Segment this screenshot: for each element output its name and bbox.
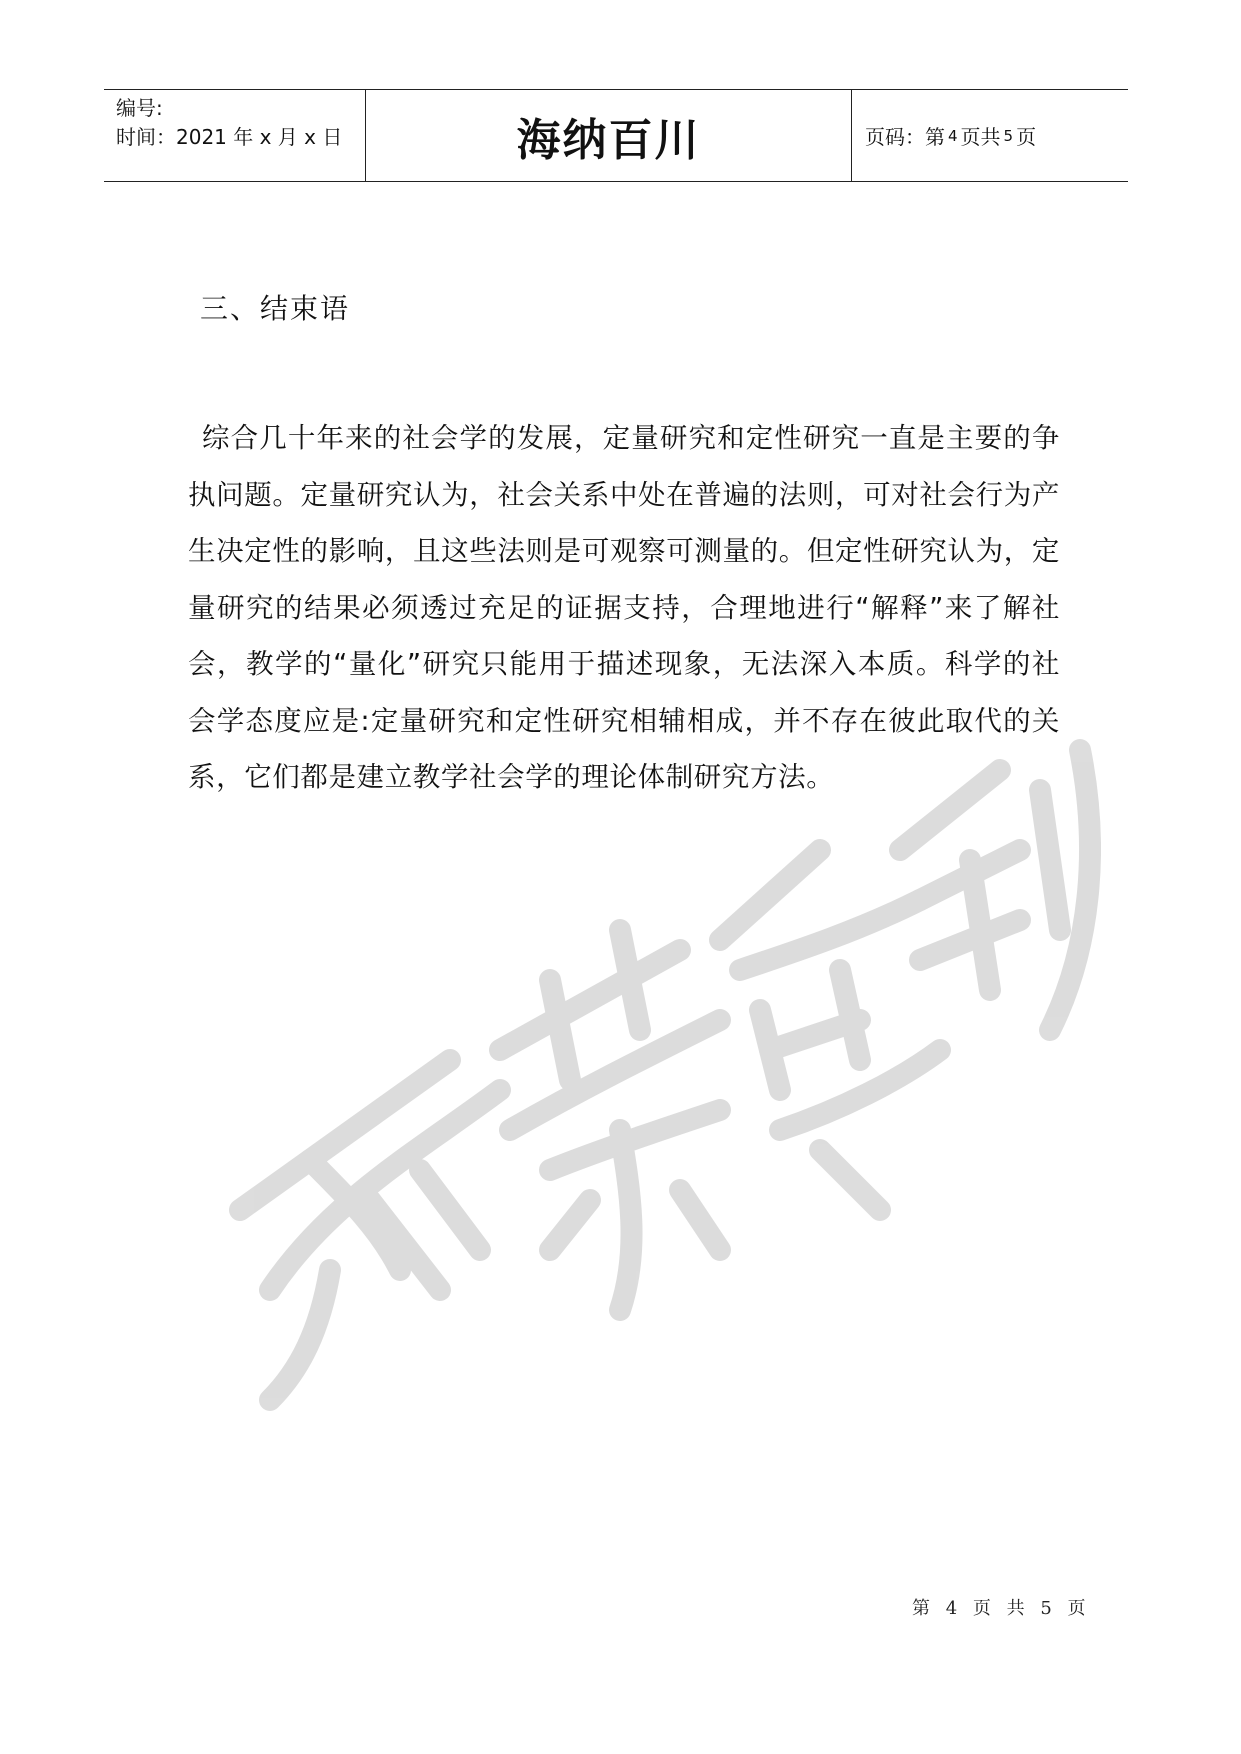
document-time-label: 时间：2021 年 x 月 x 日	[116, 125, 343, 149]
page-mid-label: 页共	[960, 125, 1001, 149]
watermark-graphic	[120, 730, 1120, 1430]
page-current: 4	[948, 126, 958, 145]
page-total: 5	[1003, 126, 1014, 145]
document-number-label: 编号:	[116, 96, 163, 120]
header-meta-cell	[104, 90, 366, 181]
section-heading: 三、结束语	[200, 292, 351, 325]
page-footer: 第 4 页 共 5 页	[912, 1598, 1091, 1619]
watermark	[120, 730, 1120, 1430]
body-paragraph: 综合几十年来的社会学的发展，定量研究和定性研究一直是主要的争执问题。定量研究认为，社会关系中处在普遍的法则，可对社会行为产生决定性的影响，且这些法则是可观察可测量的。但定性研究认为，定量研究的结果必须透过充足的证据支持，合理地进行“解释”来了解社会，教学的“量化”研究只能用于描述现象，无法深入本质。科学的社会学态度应是:定量研究和定性研究相辅相成，并不存在彼此取代的关系，它们都是建立教学社会学的理论体制研究方法。	[188, 422, 1060, 793]
header-brand-cell	[366, 90, 852, 181]
page-suffix: 页	[1016, 125, 1037, 149]
header-page-cell	[852, 90, 1128, 181]
page-label: 页码：第	[865, 125, 945, 149]
brand-title: 海纳百川	[516, 114, 701, 166]
page-header	[104, 89, 1128, 182]
